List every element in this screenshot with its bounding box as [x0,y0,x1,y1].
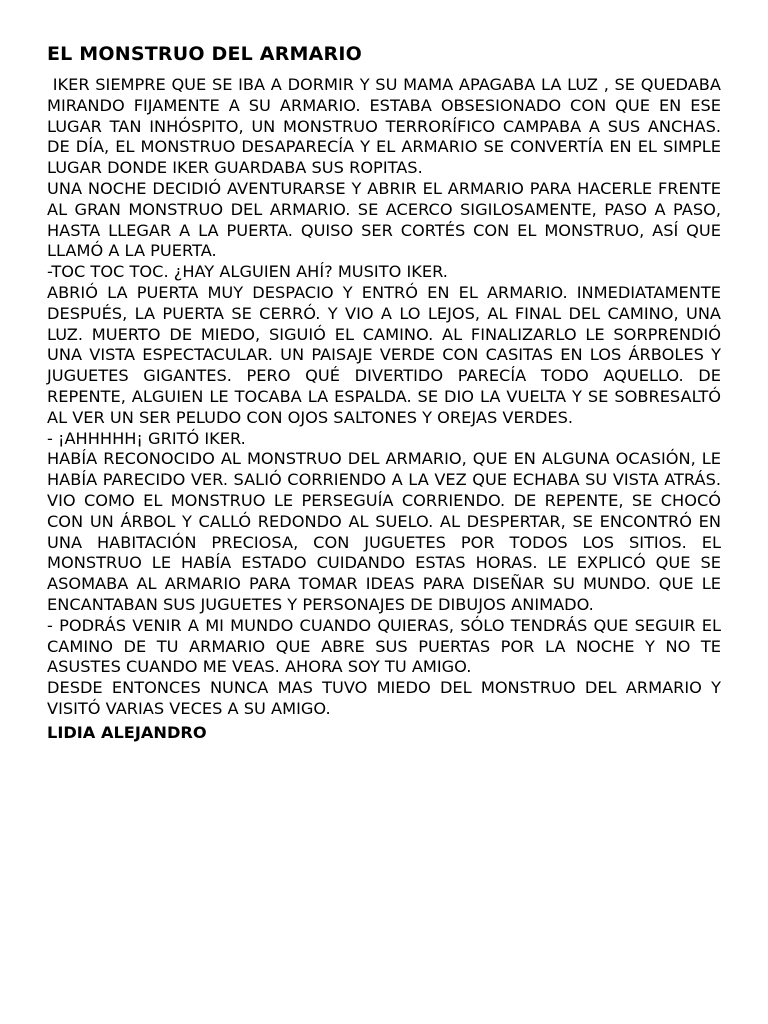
paragraph-2: UNA NOCHE DECIDIÓ AVENTURARSE Y ABRIR EL ARMARIO PARA HACERLE FRENTE AL GRAN MONSTRUO DEL ARMARIO. SE ACERCO SIGILOSAMENTE, PASO A PASO, HASTA LLEGAR A LA PUERTA. QUISO SER CORTÉS CON EL MONSTRUO, ASÍ QUE LLAMÓ A LA PUERTA. [47,178,721,261]
paragraph-1: IKER SIEMPRE QUE SE IBA A DORMIR Y SU MAMA APAGABA LA LUZ , SE QUEDABA MIRANDO FIJAMENTE A SU ARMARIO. ESTABA OBSESIONADO CON QUE EN ESE LUGAR TAN INHÓSPITO, UN MONSTRUO TERRORÍFICO CAMPABA A SUS ANCHAS. DE DÍA, EL MONSTRUO DESAPARECÍA Y EL ARMARIO SE CONVERTÍA EN EL SIMPLE LUGAR DONDE IKER GUARDABA SUS ROPITAS. [47,75,727,178]
paragraph-8: DESDE ENTONCES NUNCA MAS TUVO MIEDO DEL MONSTRUO DEL ARMARIO Y VISITÓ VARIAS VECES A SU AMIGO. [47,678,721,718]
paragraph-5: - ¡AHHHHH¡ GRITÓ IKER. [47,428,246,448]
document-page [47,40,727,744]
author-signature: LIDIA ALEJANDRO [47,722,207,742]
paragraph-3: -TOC TOC TOC. ¿HAY ALGUIEN AHÍ? MUSITO IKER. [47,262,448,282]
paragraph-6: HABÍA RECONOCIDO AL MONSTRUO DEL ARMARIO, QUE EN ALGUNA OCASIÓN, LE HABÍA PARECIDO VER. SALIÓ CORRIENDO A LA VEZ QUE ECHABA SU VISTA ATRÁS. VIO COMO EL MONSTRUO LE PERSEGUÍA CORRIENDO. DE REPENTE, SE CHOCÓ CON UN ÁRBOL Y CALLÓ REDONDO AL SUELO. AL DESPERTAR, SE ENCONTRÓ EN UNA HABITACIÓN PRECIOSA, CON JUGUETES POR TODOS LOS SITIOS. EL MONSTRUO LE HABÍA ESTADO CUIDANDO ESTAS HORAS. LE EXPLICÓ QUE SE ASOMABA AL ARMARIO PARA TOMAR IDEAS PARA DISEÑAR SU MUNDO. QUE LE ENCANTABAN SUS JUGUETES Y PERSONAJES DE DIBUJOS ANIMADO. [47,449,721,614]
paragraph-4: ABRIÓ LA PUERTA MUY DESPACIO Y ENTRÓ EN EL ARMARIO. INMEDIATAMENTE DESPUÉS, LA PUERTA SE CERRÓ. Y VIO A LO LEJOS, AL FINAL DEL CAMINO, UNA LUZ. MUERTO DE MIEDO, SIGUIÓ EL CAMINO. AL FINALIZARLO LE SORPRENDIÓ UNA VISTA ESPECTACULAR. UN PAISAJE VERDE CON CASITAS EN LOS ÁRBOLES Y JUGUETES GIGANTES. PERO QUÉ DIVERTIDO PARECÍA TODO AQUELLO. DE REPENTE, ALGUIEN LE TOCABA LA ESPALDA. SE DIO LA VUELTA Y SE SOBRESALTÓ AL VER UN SER PELUDO CON OJOS SALTONES Y OREJAS VERDES. [47,282,721,427]
story-title: EL MONSTRUO DEL ARMARIO [47,43,363,65]
paragraph-7: - PODRÁS VENIR A MI MUNDO CUANDO QUIERAS, SÓLO TENDRÁS QUE SEGUIR EL CAMINO DE TU ARMARIO QUE ABRE SUS PUERTAS POR LA NOCHE Y NO TE ASUSTES CUANDO ME VEAS. AHORA SOY TU AMIGO. [47,615,721,677]
